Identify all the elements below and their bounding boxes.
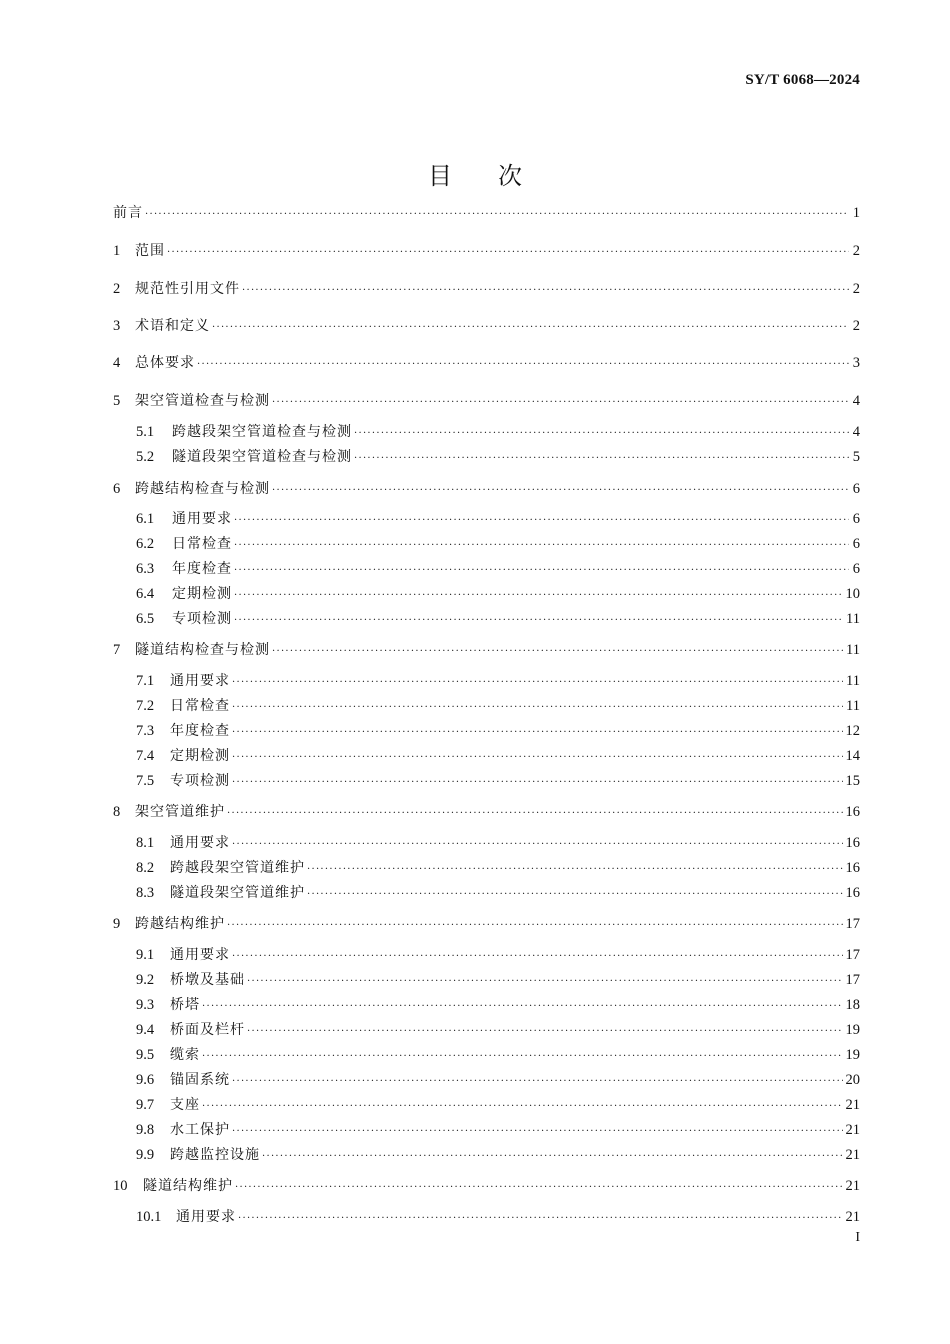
toc-leader-dots xyxy=(307,886,843,904)
toc-leader-dots xyxy=(262,1148,843,1166)
toc-entry-page: 5 xyxy=(852,449,860,465)
toc-leader-dots xyxy=(212,319,849,337)
toc-entry-page: 6 xyxy=(852,561,860,577)
toc-leader-dots xyxy=(247,973,843,991)
toc-entry-label: 隧道段架空管道维护 xyxy=(170,885,305,901)
toc-entry[interactable] xyxy=(136,1146,860,1166)
toc-entry-page: 21 xyxy=(845,1122,860,1138)
toc-entry-number: 8.2 xyxy=(136,860,155,876)
toc-entry-number: 2 xyxy=(113,281,121,297)
toc-entry-number: 9 xyxy=(113,916,121,932)
toc-entry[interactable] xyxy=(136,1021,860,1041)
toc-entry-page: 11 xyxy=(846,611,860,627)
toc-entry-number: 8.1 xyxy=(136,835,155,851)
toc-leader-dots xyxy=(197,356,849,374)
toc-leader-dots xyxy=(272,394,849,412)
toc-entry[interactable] xyxy=(136,423,860,443)
toc-entry-page: 21 xyxy=(845,1178,860,1194)
toc-entry-label: 通用要求 xyxy=(170,835,230,851)
toc-entry-number: 7 xyxy=(113,642,121,658)
toc-entry-number: 5 xyxy=(113,393,121,409)
toc-entry-label: 通用要求 xyxy=(170,947,230,963)
toc-entry[interactable] xyxy=(136,1208,860,1228)
toc-entry[interactable] xyxy=(136,610,860,630)
toc-entry-number: 9.7 xyxy=(136,1097,155,1113)
toc-entry-number: 5.2 xyxy=(136,449,155,465)
toc-leader-dots xyxy=(307,861,843,879)
toc-entry[interactable] xyxy=(136,1046,860,1066)
toc-entry[interactable] xyxy=(136,834,860,854)
toc-entry[interactable] xyxy=(136,996,860,1016)
toc-entry-page: 2 xyxy=(852,281,860,297)
toc-entry-number: 9.3 xyxy=(136,997,155,1013)
toc-entry-page: 21 xyxy=(845,1147,860,1163)
toc-entry[interactable] xyxy=(136,946,860,966)
toc-entry-label: 桥面及栏杆 xyxy=(170,1022,245,1038)
toc-entry-page: 17 xyxy=(845,947,860,963)
toc-entry-page: 2 xyxy=(852,243,860,259)
toc-leader-dots xyxy=(232,1073,843,1091)
toc-entry[interactable] xyxy=(136,747,860,767)
toc-entry-page: 4 xyxy=(852,424,860,440)
toc-entry-label: 前言 xyxy=(113,205,143,221)
toc-leader-dots xyxy=(232,699,843,717)
toc-leader-dots xyxy=(232,724,843,742)
toc-entry-page: 15 xyxy=(845,773,860,789)
toc-entry-page: 17 xyxy=(845,916,860,932)
toc-entry[interactable] xyxy=(113,641,860,661)
toc-entry-number: 9.6 xyxy=(136,1072,155,1088)
toc-entry-number: 6.1 xyxy=(136,511,155,527)
toc-entry-page: 12 xyxy=(845,723,860,739)
toc-entry-page: 17 xyxy=(845,972,860,988)
toc-entry-label: 通用要求 xyxy=(176,1209,236,1225)
toc-entry-label: 桥墩及基础 xyxy=(170,972,245,988)
toc-entry-page: 11 xyxy=(846,642,860,658)
toc-entry[interactable] xyxy=(113,480,860,500)
toc-leader-dots xyxy=(247,1023,843,1041)
toc-leader-dots xyxy=(232,674,843,692)
toc-entry[interactable] xyxy=(136,697,860,717)
toc-entry-label: 通用要求 xyxy=(172,511,232,527)
toc-leader-dots xyxy=(234,562,849,580)
toc-entry-number: 8 xyxy=(113,804,121,820)
toc-entry[interactable] xyxy=(113,354,860,374)
toc-entry-page: 11 xyxy=(846,673,860,689)
toc-leader-dots xyxy=(354,450,849,468)
toc-entry[interactable] xyxy=(113,317,860,337)
toc-entry-label: 锚固系统 xyxy=(170,1072,230,1088)
toc-leader-dots xyxy=(272,643,843,661)
toc-entry-label: 专项检测 xyxy=(170,773,230,789)
toc-leader-dots xyxy=(234,512,849,530)
toc-leader-dots xyxy=(354,425,849,443)
toc-entry-page: 6 xyxy=(852,481,860,497)
toc-entry-label: 桥塔 xyxy=(170,997,200,1013)
toc-entry-page: 16 xyxy=(845,860,860,876)
toc-leader-dots xyxy=(235,1179,843,1197)
toc-entry-page: 3 xyxy=(852,355,860,371)
toc-entry-label: 通用要求 xyxy=(170,673,230,689)
toc-entry-number: 7.4 xyxy=(136,748,155,764)
page-number: I xyxy=(855,1230,860,1245)
toc-entry-number: 9.1 xyxy=(136,947,155,963)
toc-entry-page: 21 xyxy=(845,1097,860,1113)
toc-entry-number: 7.3 xyxy=(136,723,155,739)
toc-entry[interactable] xyxy=(136,448,860,468)
toc-entry-label: 专项检测 xyxy=(172,611,232,627)
toc-entry-label: 支座 xyxy=(170,1097,200,1113)
toc-entry-page: 16 xyxy=(845,885,860,901)
toc-entry-label: 术语和定义 xyxy=(135,318,210,334)
toc-leader-dots xyxy=(227,917,843,935)
toc-leader-dots xyxy=(234,587,843,605)
toc-entry[interactable] xyxy=(113,1177,860,1197)
toc-entry-label: 跨越段架空管道检查与检测 xyxy=(172,424,352,440)
toc-entry[interactable] xyxy=(113,915,860,935)
toc-entry-number: 7.5 xyxy=(136,773,155,789)
toc-entry-label: 日常检查 xyxy=(172,536,232,552)
toc-entry[interactable] xyxy=(136,1071,860,1091)
toc-entry-number: 9.9 xyxy=(136,1147,155,1163)
toc-entry[interactable] xyxy=(113,280,860,300)
toc-entry-label: 总体要求 xyxy=(135,355,195,371)
toc-leader-dots xyxy=(238,1210,843,1228)
toc-entry-number: 10.1 xyxy=(136,1209,162,1225)
toc-leader-dots xyxy=(242,282,849,300)
toc-entry[interactable] xyxy=(113,242,860,262)
toc-entry-number: 6 xyxy=(113,481,121,497)
toc-entry-label: 隧道结构维护 xyxy=(143,1178,233,1194)
toc-entry-number: 9.2 xyxy=(136,972,155,988)
toc-leader-dots xyxy=(232,948,843,966)
toc-leader-dots xyxy=(202,1098,843,1116)
toc-entry-number: 6.2 xyxy=(136,536,155,552)
document-code: SY/T 6068—2024 xyxy=(745,72,860,88)
toc-entry-label: 规范性引用文件 xyxy=(135,281,240,297)
toc-entry-label: 架空管道检查与检测 xyxy=(135,393,270,409)
toc-leader-dots xyxy=(202,1048,843,1066)
toc-entry-number: 7.2 xyxy=(136,698,155,714)
toc-entry[interactable] xyxy=(136,535,860,555)
toc-entry[interactable] xyxy=(136,971,860,991)
toc-entry[interactable] xyxy=(136,560,860,580)
toc-leader-dots xyxy=(234,612,843,630)
toc-entry[interactable] xyxy=(136,1121,860,1141)
toc-entry-label: 范围 xyxy=(135,243,165,259)
toc-entry-label: 年度检查 xyxy=(170,723,230,739)
toc-entry[interactable] xyxy=(136,722,860,742)
toc-entry-page: 20 xyxy=(845,1072,860,1088)
toc-entry-label: 跨越结构检查与检测 xyxy=(135,481,270,497)
toc-entry-page: 4 xyxy=(852,393,860,409)
toc-entry-number: 9.4 xyxy=(136,1022,155,1038)
toc-entry-label: 跨越监控设施 xyxy=(170,1147,260,1163)
toc-entry-page: 16 xyxy=(845,804,860,820)
toc-entry-number: 7.1 xyxy=(136,673,155,689)
toc-entry-number: 3 xyxy=(113,318,121,334)
toc-entry-number: 10 xyxy=(113,1178,128,1194)
toc-leader-dots xyxy=(232,836,843,854)
toc-entry-label: 定期检测 xyxy=(170,748,230,764)
toc-entry-number: 6.4 xyxy=(136,586,155,602)
toc-entry[interactable] xyxy=(136,884,860,904)
toc-entry-label: 定期检测 xyxy=(172,586,232,602)
toc-leader-dots xyxy=(232,749,843,767)
toc-entry-number: 1 xyxy=(113,243,121,259)
toc-entry-page: 14 xyxy=(845,748,860,764)
toc-entry-page: 18 xyxy=(845,997,860,1013)
toc-entry-label: 跨越段架空管道维护 xyxy=(170,860,305,876)
toc-entry-page: 10 xyxy=(845,586,860,602)
toc-entry-page: 16 xyxy=(845,835,860,851)
toc-entry-page: 2 xyxy=(852,318,860,334)
toc-entry-number: 6.5 xyxy=(136,611,155,627)
toc-entry[interactable] xyxy=(136,672,860,692)
toc-entry-label: 水工保护 xyxy=(170,1122,230,1138)
toc-entry-page: 21 xyxy=(845,1209,860,1225)
toc-entry-page: 1 xyxy=(852,205,860,221)
toc-entry[interactable] xyxy=(136,510,860,530)
toc-entry[interactable] xyxy=(113,392,860,412)
toc-leader-dots xyxy=(234,537,849,555)
toc-leader-dots xyxy=(145,206,849,224)
toc-entry-number: 9.5 xyxy=(136,1047,155,1063)
toc-entry-page: 19 xyxy=(845,1047,860,1063)
toc-leader-dots xyxy=(232,774,843,792)
toc-entry[interactable] xyxy=(136,772,860,792)
toc-entry-label: 架空管道维护 xyxy=(135,804,225,820)
toc-entry-page: 11 xyxy=(846,698,860,714)
toc-entry[interactable] xyxy=(136,585,860,605)
toc-entry-number: 8.3 xyxy=(136,885,155,901)
toc-entry[interactable] xyxy=(136,1096,860,1116)
toc-entry-page: 6 xyxy=(852,511,860,527)
toc-entry-label: 隧道段架空管道检查与检测 xyxy=(172,449,352,465)
toc-entry-label: 日常检查 xyxy=(170,698,230,714)
toc-entry-page: 6 xyxy=(852,536,860,552)
toc-entry-number: 4 xyxy=(113,355,121,371)
toc-entry[interactable] xyxy=(113,204,860,224)
toc-leader-dots xyxy=(202,998,843,1016)
toc-leader-dots xyxy=(227,805,843,823)
toc-leader-dots xyxy=(272,482,849,500)
toc-entry-label: 隧道结构检查与检测 xyxy=(135,642,270,658)
toc-entry-label: 缆索 xyxy=(170,1047,200,1063)
toc-entry-number: 9.8 xyxy=(136,1122,155,1138)
toc-entry-page: 19 xyxy=(845,1022,860,1038)
toc-entry-number: 5.1 xyxy=(136,424,155,440)
toc-entry-label: 年度检查 xyxy=(172,561,232,577)
toc-leader-dots xyxy=(232,1123,843,1141)
toc-entry[interactable] xyxy=(136,859,860,879)
toc-leader-dots xyxy=(167,244,849,262)
toc-entry-number: 6.3 xyxy=(136,561,155,577)
toc-entry-label: 跨越结构维护 xyxy=(135,916,225,932)
toc-entry[interactable] xyxy=(113,803,860,823)
page-title: 目次 xyxy=(428,162,568,190)
